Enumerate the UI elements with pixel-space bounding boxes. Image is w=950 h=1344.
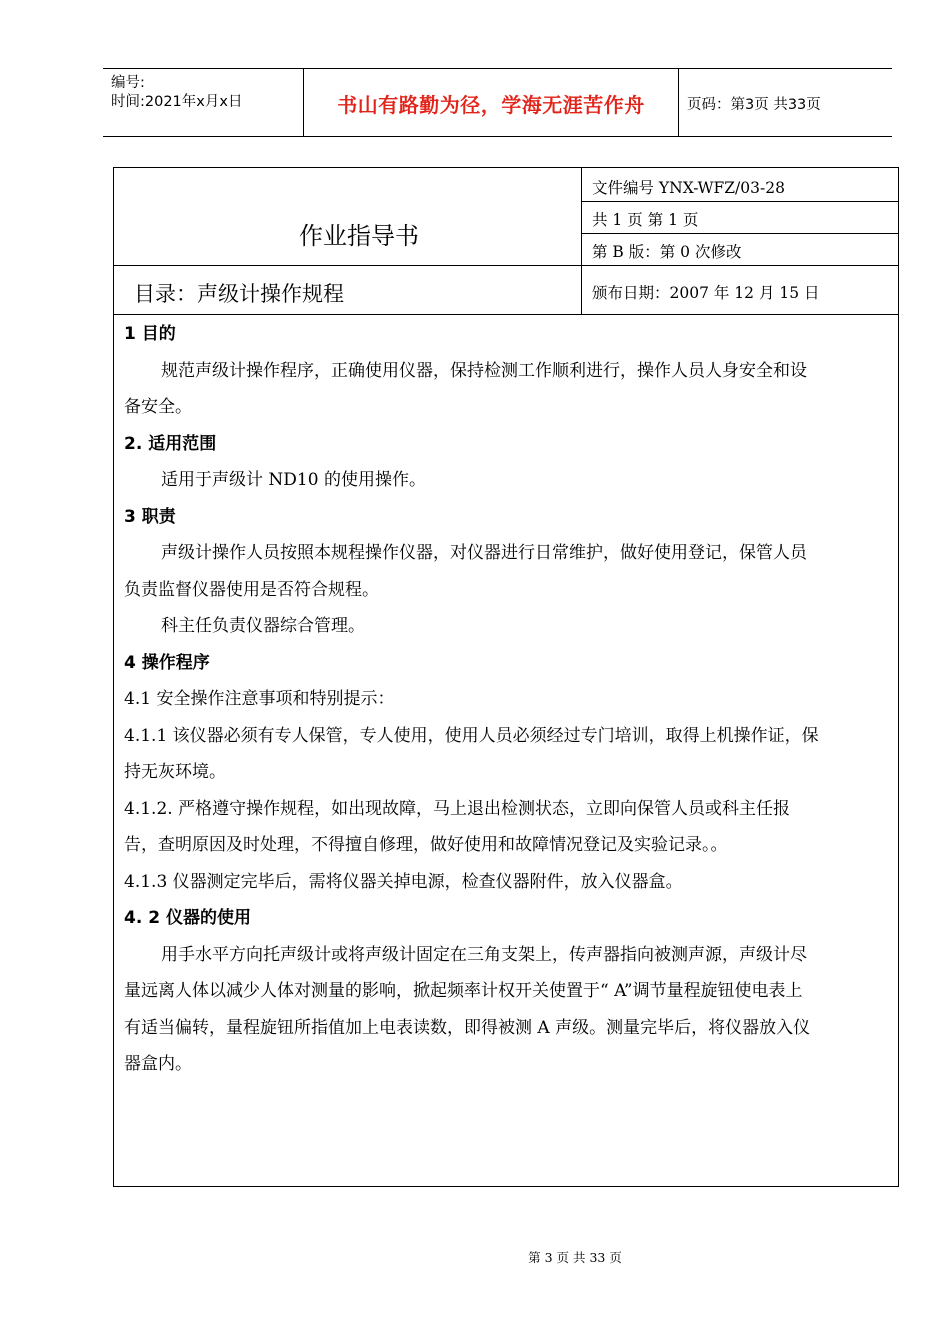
document-table: [113, 167, 899, 1187]
page-count: 共 1 页 第 1 页: [592, 211, 699, 229]
motto-text: 书山有路勤为径，学海无涯苦作舟: [337, 93, 645, 117]
page-header: [103, 68, 892, 137]
section-heading: 4. 2 仪器的使用: [124, 908, 251, 928]
paragraph-line: 4.1.2. 严格遵守操作规程，如出现故障，马上退出检测状态，立即向保管人员或科主任报: [124, 798, 791, 819]
divider: [114, 265, 899, 266]
doc-title: 作业指导书: [299, 222, 419, 250]
page-label: 页码：第3页 共33页: [687, 97, 821, 113]
divider: [581, 201, 899, 202]
section-heading: 4 操作程序: [124, 652, 210, 673]
paragraph-line: 4.1.1 该仪器必须有专人保管，专人使用，使用人员必须经过专门培训，取得上机操作证，保: [124, 725, 819, 746]
section-heading: 3 职责: [124, 506, 176, 527]
divider: [581, 233, 899, 234]
header-motto-cell: [303, 69, 679, 136]
toc-title: 目录：声级计操作规程: [134, 282, 344, 306]
paragraph-line: 负责监督仪器使用是否符合规程。: [124, 579, 379, 600]
paragraph-line: 适用于声级计 ND10 的使用操作。: [161, 470, 426, 490]
file-number: 文件编号 YNX-WFZ/03-28: [592, 179, 785, 197]
divider: [581, 168, 582, 314]
version-info: 第 B 版：第 0 次修改: [592, 243, 742, 261]
serial-label: 编号:: [111, 75, 145, 91]
paragraph-line: 有适当偏转，量程旋钮所指值加上电表读数，即得被测 A 声级。测量完毕后，将仪器放入仪: [124, 1017, 811, 1038]
document-body: [124, 316, 900, 1083]
paragraph-line: 量远离人体以减少人体对测量的影响，掀起频率计权开关使置于“ A”调节量程旋钮使电表上: [124, 981, 803, 1001]
paragraph-line: 规范声级计操作程序，正确使用仪器，保持检测工作顺利进行，操作人员人身安全和设: [161, 360, 807, 381]
paragraph-line: 4.1 安全操作注意事项和特别提示：: [124, 689, 395, 709]
issue-date: 颁布日期：2007 年 12 月 15 日: [592, 284, 820, 302]
divider: [114, 314, 899, 315]
paragraph-line: 声级计操作人员按照本规程操作仪器，对仪器进行日常维护，做好使用登记，保管人员: [161, 543, 807, 563]
paragraph-line: 备安全。: [124, 397, 192, 417]
header-page-cell: [679, 69, 892, 136]
paragraph-line: 4.1.3 仪器测定完毕后，需将仪器关掉电源，检查仪器附件，放入仪器盒。: [124, 871, 683, 892]
section-heading: 1 目的: [124, 324, 176, 344]
header-info-cell: [103, 69, 303, 136]
section-heading: 2. 适用范围: [124, 433, 217, 454]
paragraph-line: 器盒内。: [124, 1054, 192, 1074]
paragraph-line: 告，查明原因及时处理，不得擅自修理，做好使用和故障情况登记及实验记录。。: [124, 835, 728, 855]
paragraph-line: 用手水平方向托声级计或将声级计固定在三角支架上，传声器指向被测声源，声级计尽: [161, 944, 807, 965]
paragraph-line: 科主任负责仪器综合管理。: [161, 616, 365, 636]
paragraph-line: 持无灰环境。: [124, 762, 226, 782]
time-label: 时间:2021年x月x日: [111, 94, 243, 110]
page-footer: 第 3 页 共 33 页: [528, 1250, 622, 1265]
